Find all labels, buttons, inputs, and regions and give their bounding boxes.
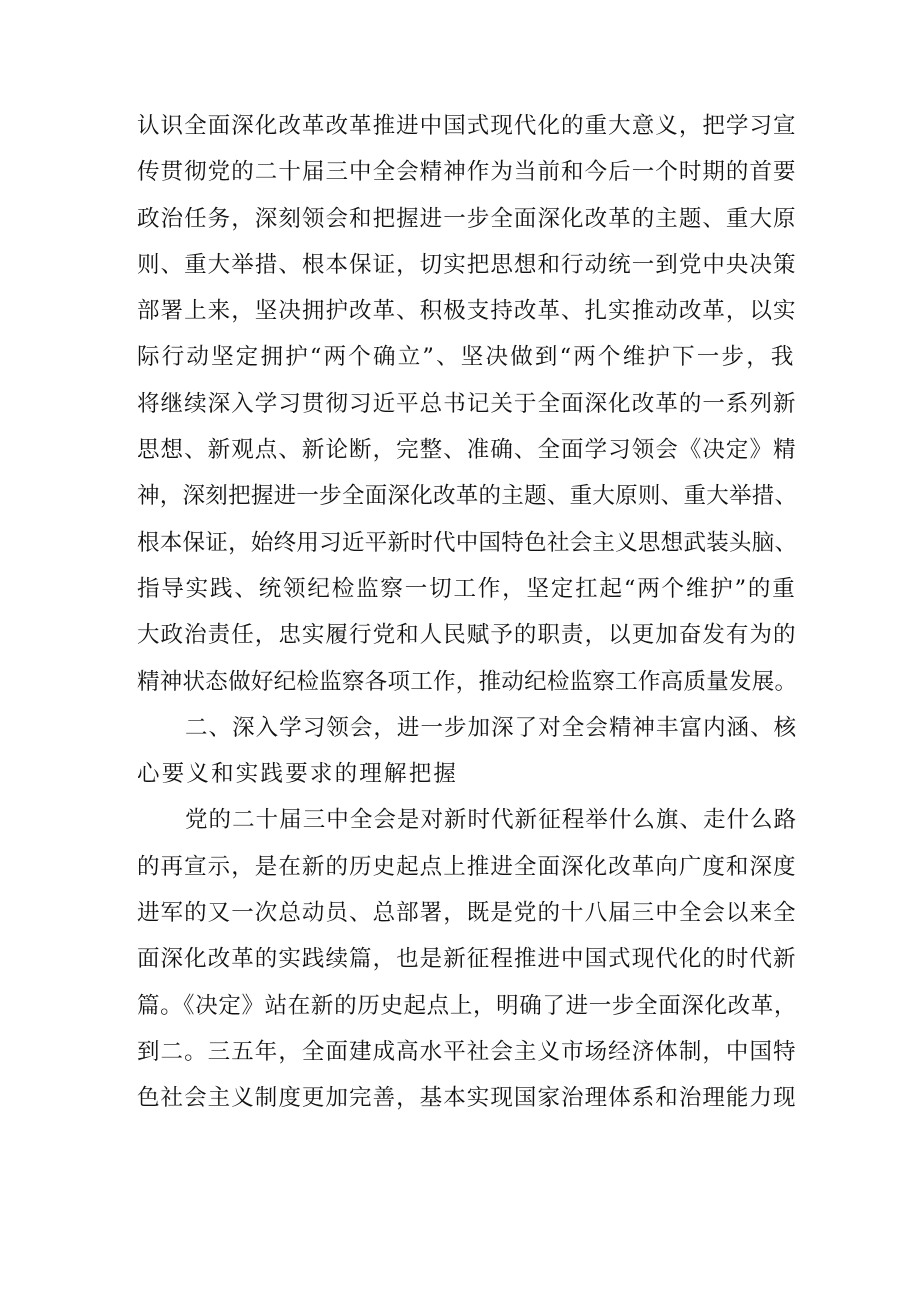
text-line: 神，深刻把握进一步全面深化改革的主题、重大原则、重大举措、 [137, 483, 798, 510]
text-line: 篇。《决定》站在新的历史起点上，明确了进一步全面深化改革， [137, 992, 798, 1019]
text-line: 大政治责任，忠实履行党和人民赋予的职责，以更加奋发有为的 [137, 622, 797, 649]
text-line: 面深化改革的实践续篇，也是新征程推进中国式现代化的时代新 [137, 946, 797, 973]
text-line: 认识全面深化改革改革推进中国式现代化的重大意义，把学习宣 [137, 113, 797, 139]
text-line: 二、深入学习领会，进一步加深了对全会精神丰富内涵、核 [185, 714, 798, 741]
text-line: 际行动坚定拥护“两个确立”、坚决做到“两个维护下一步，我 [137, 344, 796, 371]
document-body [137, 103, 797, 1122]
text-line: 传贯彻党的二十届三中全会精神作为当前和今后一个时期的首要 [137, 159, 797, 186]
text-line: 指导实践、统领纪检监察一切工作，坚定扛起“两个维护”的重 [137, 575, 797, 602]
text-line: 政治任务，深刻领会和把握进一步全面深化改革的主题、重大原 [137, 205, 797, 232]
paragraph-p3 [137, 797, 797, 1121]
text-line: 心要义和实践要求的理解把握 [137, 761, 459, 788]
text-line: 到二。三五年，全面建成高水平社会主义市场经济体制，中国特 [137, 1038, 797, 1065]
text-line: 将继续深入学习贯彻习近平总书记关于全面深化改革的一系列新 [137, 390, 797, 417]
text-line: 色社会主义制度更加完善，基本实现国家治理体系和治理能力现 [137, 1085, 797, 1112]
text-line: 根本保证，始终用习近平新时代中国特色社会主义思想武装头脑、 [137, 529, 798, 556]
text-line: 进军的又一次总动员、总部署，既是党的十八届三中全会以来全 [137, 900, 797, 927]
paragraph-p2 [137, 705, 797, 798]
text-line: 则、重大举措、根本保证，切实把思想和行动统一到党中央决策 [137, 251, 797, 278]
text-line: 党的二十届三中全会是对新时代新征程举什么旗、走什么路 [185, 807, 798, 834]
text-line: 精神状态做好纪检监察各项工作，推动纪检监察工作高质量发展。 [137, 668, 798, 695]
text-line: 部署上来，坚决拥护改革、积极支持改革、扎实推动改革，以实 [137, 298, 797, 325]
text-line: 思想、新观点、新论断，完整、准确、全面学习领会《决定》精 [137, 437, 797, 464]
text-line: 的再宣示，是在新的历史起点上推进全面深化改革向广度和深度 [137, 853, 797, 880]
paragraph-p1 [137, 103, 797, 705]
